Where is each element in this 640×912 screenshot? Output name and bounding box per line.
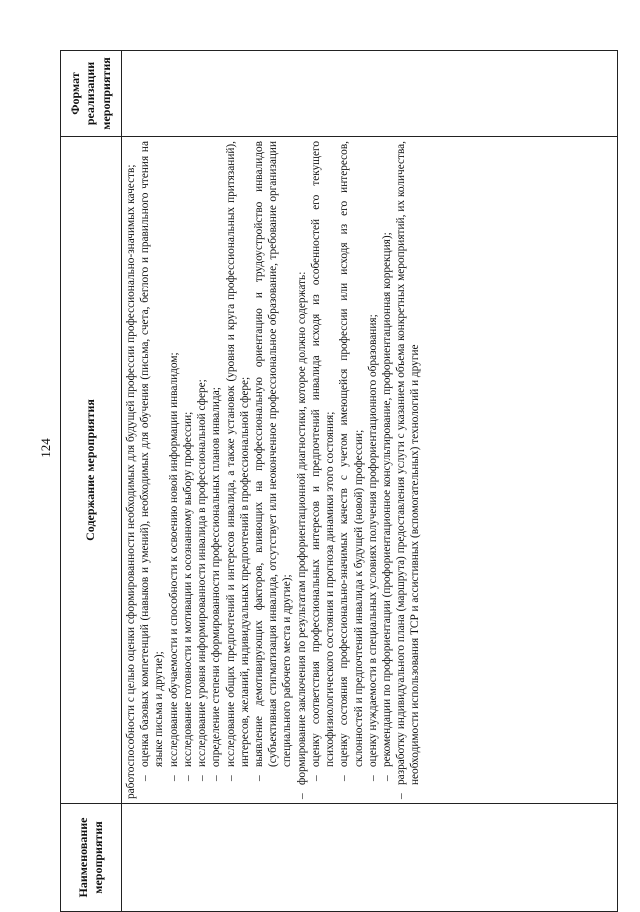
- content-outer-item: [295, 141, 309, 799]
- dash-marker: –: [252, 775, 265, 781]
- content-list-item: [195, 141, 209, 799]
- content-item-text: исследование общих предпочтений и интересов инвалида, а также установок (уровня и круга профессиональных притязаний), интересов, желаний, индивидуальных предпочтений в профессиональной сфере;: [224, 141, 251, 767]
- content-list-item: [380, 141, 394, 799]
- dash-marker: –: [196, 775, 209, 781]
- content-item-text: оценка базовых компетенций (навыков и умений), необходимых для обучения (письма, счета, беглого и правильного чтения на языке письма и другие);: [139, 141, 166, 767]
- dash-marker: –: [167, 775, 180, 781]
- dash-marker: –: [139, 775, 152, 781]
- content-item-text: оценку соответствия профессиональных интересов и предпочтений инвалида исходя из особенностей его текущего психофизиологического состояния и прогноза динамики этого состояния;: [309, 141, 337, 767]
- content-list-item: [181, 141, 195, 799]
- content-list-item: [224, 141, 252, 799]
- cell-content: [122, 137, 618, 804]
- dash-marker: –: [181, 775, 194, 781]
- content-item-text: исследование готовности и мотивации к осознанному выбору профессии;: [181, 411, 194, 767]
- content-outer-item: [394, 141, 422, 799]
- dash-marker: –: [224, 775, 237, 781]
- cell-format: [122, 51, 618, 137]
- content-list-item: [252, 141, 295, 799]
- table-row: [122, 51, 618, 912]
- content-list-item: [209, 141, 223, 799]
- content-item-text: выявление демотивирующих факторов, влияющих на профессиональную ориентацию и трудоустройство инвалидов (субъективная стигматизация инвалида, отсутствует или неоконченное профессиональное образование, требование организации специального рабочего места и другие);: [252, 141, 294, 767]
- header-content: Содержание мероприятия: [61, 137, 122, 804]
- dash-marker: –: [395, 793, 408, 799]
- dash-marker: –: [380, 775, 393, 781]
- measures-table: [60, 50, 618, 912]
- page-number: 124: [38, 438, 53, 458]
- content-item-text: разработку индивидуального плана (маршрута) предоставления услуги с указанием объема конкретных мероприятий, их количества, необходимости использования ТСР и ассистивных (вспомогательных) технологий и другие: [395, 141, 422, 785]
- content-item-text: рекомендации по профориентации (профориентационное консультирование, профориентационная коррекция);: [380, 232, 393, 767]
- dash-marker: –: [366, 775, 379, 781]
- content-item-text: оценку состояния профессионально-значимых качеств с учетом имеющейся профессии или исходя из его интересов, склонностей и предпочтений инвалида к будущей (новой) профессии;: [338, 141, 365, 767]
- cell-name: [122, 804, 618, 912]
- header-name: Наименование мероприятия: [61, 804, 122, 912]
- rotated-page: [60, 50, 618, 912]
- content-item-text: определение степени сформированности профессиональных планов инвалида;: [210, 387, 223, 767]
- content-item-text: исследование обучаемости и способности к освоению новой информации инвалидом;: [167, 352, 180, 767]
- dash-marker: –: [309, 775, 322, 781]
- header-format: Формат реализации мероприятия: [61, 51, 122, 137]
- content-list-item: [138, 141, 166, 799]
- content-list-item: [366, 141, 380, 799]
- content-paragraph: работоспособности с целью оценки сформированности необходимых для будущей профессии профессионально-значимых качеств;: [125, 164, 137, 799]
- content-list-item: [167, 141, 181, 799]
- content-item-text: формирование заключения по результатам профориентационной диагностики, которое должно содержать:: [295, 271, 308, 785]
- content-list-item: [309, 141, 337, 799]
- dash-marker: –: [295, 793, 308, 799]
- content-list-item: [337, 141, 365, 799]
- content-item-text: исследование уровня информированности инвалида в профессиональной сфере;: [196, 379, 209, 767]
- table-header-row: [61, 51, 122, 912]
- dash-marker: –: [210, 775, 223, 781]
- content-item-text: оценку нуждаемости в специальных условиях получения профориентационного образования;: [366, 314, 379, 767]
- dash-marker: –: [338, 775, 351, 781]
